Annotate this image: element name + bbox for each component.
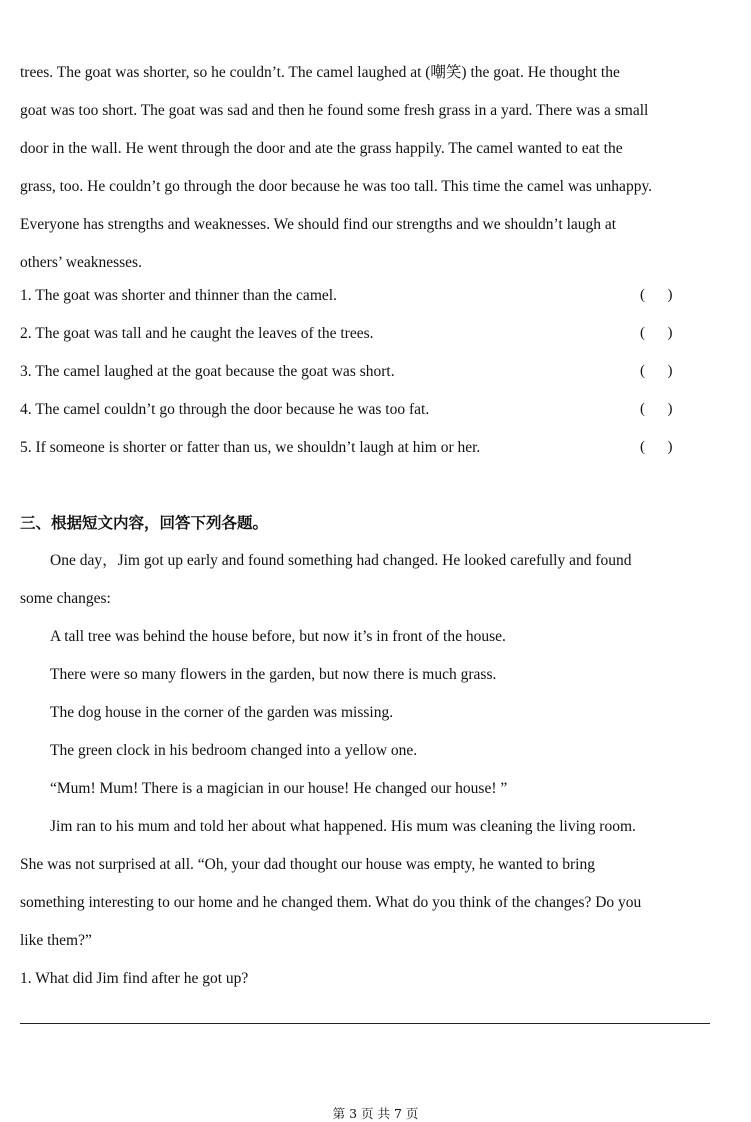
passage-line: some changes: xyxy=(20,590,111,607)
passage-line: like them?” xyxy=(20,932,92,949)
section-heading: 三、根据短文内容，回答下列各题。 xyxy=(20,514,269,532)
page-number: 第 3 页 共 7 页 xyxy=(332,1106,419,1121)
answer-blank-4[interactable]: ( ) xyxy=(640,401,673,417)
passage-line: grass, too. He couldn’t go through the door because he was too tall. This time the camel was unhappy. xyxy=(20,178,653,195)
passage-line: The dog house in the corner of the garden was missing. xyxy=(50,704,394,721)
question-1: 1. What did Jim find after he got up? xyxy=(20,970,249,987)
judgment-item-1: 1. The goat was shorter and thinner than the camel. xyxy=(20,287,337,304)
answer-blank-1[interactable]: ( ) xyxy=(640,287,673,303)
passage-line: trees. The goat was shorter, so he couldn’t. The camel laughed at (嘲笑) the goat. He thought the xyxy=(20,64,620,81)
judgment-item-2: 2. The goat was tall and he caught the leaves of the trees. xyxy=(20,325,374,342)
passage-line: A tall tree was behind the house before, but now it’s in front of the house. xyxy=(50,628,506,645)
passage-line: “Mum! Mum! There is a magician in our house! He changed our house! ” xyxy=(50,780,508,797)
judgment-item-5: 5. If someone is shorter or fatter than us, we shouldn’t laugh at him or her. xyxy=(20,439,481,456)
passage-line: door in the wall. He went through the door and ate the grass happily. The camel wanted to eat the xyxy=(20,140,623,157)
passage-line: goat was too short. The goat was sad and then he found some fresh grass in a yard. There was a small xyxy=(20,102,649,119)
judgment-item-4: 4. The camel couldn’t go through the door because he was too fat. xyxy=(20,401,430,418)
passage-line: The green clock in his bedroom changed into a yellow one. xyxy=(50,742,418,759)
passage-line: She was not surprised at all. “Oh, your dad thought our house was empty, he wanted to bring xyxy=(20,856,595,873)
passage-line: Jim ran to his mum and told her about what happened. His mum was cleaning the living room. xyxy=(50,818,636,835)
passage-line: One day，Jim got up early and found something had changed. He looked carefully and found xyxy=(50,552,632,569)
answer-blank-3[interactable]: ( ) xyxy=(640,363,673,379)
passage-line: Everyone has strengths and weaknesses. We should find our strengths and we shouldn’t laugh at xyxy=(20,216,617,233)
answer-blank-5[interactable]: ( ) xyxy=(640,439,673,455)
judgment-item-3: 3. The camel laughed at the goat because the goat was short. xyxy=(20,363,395,380)
passage-line: There were so many flowers in the garden, but now there is much grass. xyxy=(50,666,497,683)
passage-line: something interesting to our home and he changed them. What do you think of the changes? Do you xyxy=(20,894,642,911)
answer-blank-2[interactable]: ( ) xyxy=(640,325,673,341)
answer-line-1[interactable] xyxy=(20,1023,710,1024)
passage-line: others’ weaknesses. xyxy=(20,254,142,271)
